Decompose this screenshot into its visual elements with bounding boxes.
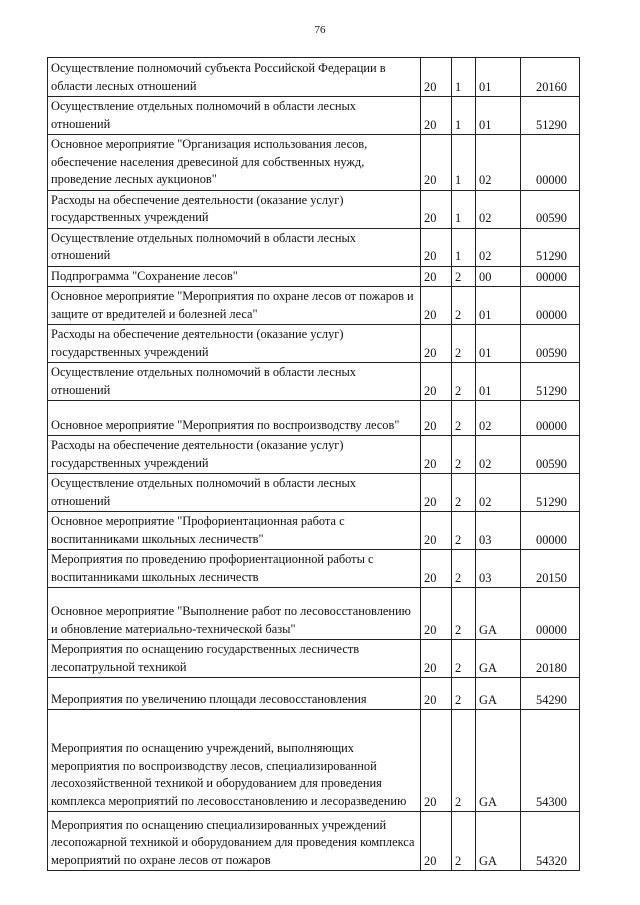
table-row (48, 228, 580, 266)
row-code-3-cell: 01 (476, 325, 521, 363)
row-name-cell: Основное мероприятие "Мероприятия по охране лесов от пожаров и защите от вредителей и болезней леса" (48, 287, 421, 325)
row-code-2-cell: 2 (452, 266, 476, 287)
row-code-3-cell: 02 (476, 401, 521, 436)
row-name-cell: Осуществление отдельных полномочий в области лесных отношений (48, 228, 421, 266)
table-row (48, 678, 580, 710)
row-code-3-cell: 01 (476, 287, 521, 325)
row-code-2-cell: 2 (452, 401, 476, 436)
row-code-1-cell: 20 (421, 266, 452, 287)
row-code-4-cell: 00000 (521, 588, 580, 640)
table-row (48, 812, 580, 871)
row-code-4-cell: 00000 (521, 266, 580, 287)
row-code-2-cell: 1 (452, 58, 476, 97)
row-code-2-cell: 2 (452, 436, 476, 474)
row-code-3-cell: 01 (476, 97, 521, 135)
row-code-4-cell: 20180 (521, 640, 580, 678)
row-code-3-cell: 03 (476, 512, 521, 550)
row-name-cell: Основное мероприятие "Организация использования лесов, обеспечение населения древесиной для собственных нужд, проведение лесных аукционов" (48, 135, 421, 191)
table-row (48, 436, 580, 474)
row-name-cell: Мероприятия по увеличению площади лесовосстановления (48, 678, 421, 710)
row-code-3-cell: GA (476, 640, 521, 678)
row-name-cell: Подпрограмма "Сохранение лесов" (48, 266, 421, 287)
row-code-2-cell: 1 (452, 97, 476, 135)
table-row (48, 135, 580, 191)
row-code-2-cell: 2 (452, 474, 476, 512)
table-row (48, 287, 580, 325)
row-code-3-cell: 00 (476, 266, 521, 287)
row-code-2-cell: 2 (452, 812, 476, 871)
row-code-1-cell: 20 (421, 228, 452, 266)
row-name-cell: Осуществление полномочий субъекта Российской Федерации в области лесных отношений (48, 58, 421, 97)
row-name-cell: Мероприятия по оснащению государственных лесничеств лесопатрульной техникой (48, 640, 421, 678)
row-code-4-cell: 51290 (521, 228, 580, 266)
row-code-4-cell: 00590 (521, 325, 580, 363)
row-code-2-cell: 1 (452, 135, 476, 191)
row-name-cell: Мероприятия по оснащению учреждений, выполняющих мероприятия по воспроизводству лесов, специализированной лесохозяйственной техникой и оборудованием для проведения комплекса мероприятий по лесовосстановлению и лесоразведению (48, 710, 421, 812)
row-code-2-cell: 2 (452, 588, 476, 640)
row-code-4-cell: 00590 (521, 436, 580, 474)
row-code-1-cell: 20 (421, 474, 452, 512)
table-row (48, 97, 580, 135)
row-code-2-cell: 2 (452, 678, 476, 710)
row-code-3-cell: 02 (476, 436, 521, 474)
row-code-4-cell: 00590 (521, 190, 580, 228)
table-row (48, 190, 580, 228)
table-row (48, 710, 580, 812)
row-code-4-cell: 00000 (521, 287, 580, 325)
row-name-cell: Основное мероприятие "Профориентационная работа с воспитанниками школьных лесничеств" (48, 512, 421, 550)
row-code-4-cell: 20150 (521, 550, 580, 588)
row-name-cell: Основное мероприятие "Мероприятия по воспроизводству лесов" (48, 401, 421, 436)
row-code-1-cell: 20 (421, 97, 452, 135)
row-name-cell: Мероприятия по оснащению специализированных учреждений лесопожарной техникой и оборудованием для проведения комплекса мероприятий по охране лесов от пожаров (48, 812, 421, 871)
row-code-2-cell: 2 (452, 710, 476, 812)
row-code-1-cell: 20 (421, 512, 452, 550)
row-code-3-cell: 01 (476, 58, 521, 97)
table-row (48, 325, 580, 363)
row-code-2-cell: 1 (452, 228, 476, 266)
row-code-4-cell: 54290 (521, 678, 580, 710)
table-row (48, 512, 580, 550)
row-code-4-cell: 51290 (521, 97, 580, 135)
table-row (48, 363, 580, 401)
table-row (48, 640, 580, 678)
table-row (48, 550, 580, 588)
table-row (48, 266, 580, 287)
row-code-2-cell: 2 (452, 512, 476, 550)
row-code-1-cell: 20 (421, 325, 452, 363)
row-code-4-cell: 54300 (521, 710, 580, 812)
row-code-2-cell: 2 (452, 363, 476, 401)
row-name-cell: Мероприятия по проведению профориентационной работы с воспитанниками школьных лесничеств (48, 550, 421, 588)
row-code-1-cell: 20 (421, 363, 452, 401)
row-name-cell: Расходы на обеспечение деятельности (оказание услуг) государственных учреждений (48, 190, 421, 228)
row-code-2-cell: 2 (452, 550, 476, 588)
row-code-3-cell: GA (476, 710, 521, 812)
row-code-3-cell: GA (476, 678, 521, 710)
page-number: 76 (314, 24, 326, 36)
row-code-1-cell: 20 (421, 190, 452, 228)
row-name-cell: Расходы на обеспечение деятельности (оказание услуг) государственных учреждений (48, 436, 421, 474)
row-code-1-cell: 20 (421, 58, 452, 97)
row-code-1-cell: 20 (421, 436, 452, 474)
row-code-1-cell: 20 (421, 640, 452, 678)
row-code-4-cell: 00000 (521, 135, 580, 191)
table-body (48, 58, 580, 871)
row-name-cell: Осуществление отдельных полномочий в области лесных отношений (48, 97, 421, 135)
row-code-2-cell: 1 (452, 190, 476, 228)
row-code-2-cell: 2 (452, 325, 476, 363)
table-row (48, 588, 580, 640)
row-code-4-cell: 51290 (521, 363, 580, 401)
row-code-2-cell: 2 (452, 640, 476, 678)
row-code-3-cell: 01 (476, 363, 521, 401)
row-code-1-cell: 20 (421, 287, 452, 325)
row-code-1-cell: 20 (421, 588, 452, 640)
row-code-4-cell: 20160 (521, 58, 580, 97)
table-row (48, 58, 580, 97)
row-code-3-cell: 02 (476, 190, 521, 228)
row-code-1-cell: 20 (421, 135, 452, 191)
row-code-3-cell: GA (476, 588, 521, 640)
row-code-1-cell: 20 (421, 678, 452, 710)
row-code-3-cell: GA (476, 812, 521, 871)
row-name-cell: Осуществление отдельных полномочий в области лесных отношений (48, 474, 421, 512)
budget-table (47, 57, 580, 871)
row-code-1-cell: 20 (421, 812, 452, 871)
table-row (48, 474, 580, 512)
row-code-4-cell: 54320 (521, 812, 580, 871)
row-code-1-cell: 20 (421, 710, 452, 812)
row-code-1-cell: 20 (421, 401, 452, 436)
row-code-3-cell: 02 (476, 135, 521, 191)
row-name-cell: Основное мероприятие "Выполнение работ по лесовосстановлению и обновление материально-технической базы" (48, 588, 421, 640)
table-row (48, 401, 580, 436)
row-name-cell: Расходы на обеспечение деятельности (оказание услуг) государственных учреждений (48, 325, 421, 363)
row-code-4-cell: 00000 (521, 512, 580, 550)
row-name-cell: Осуществление отдельных полномочий в области лесных отношений (48, 363, 421, 401)
row-code-3-cell: 02 (476, 474, 521, 512)
row-code-2-cell: 2 (452, 287, 476, 325)
row-code-1-cell: 20 (421, 550, 452, 588)
row-code-4-cell: 00000 (521, 401, 580, 436)
row-code-4-cell: 51290 (521, 474, 580, 512)
row-code-3-cell: 02 (476, 228, 521, 266)
row-code-3-cell: 03 (476, 550, 521, 588)
